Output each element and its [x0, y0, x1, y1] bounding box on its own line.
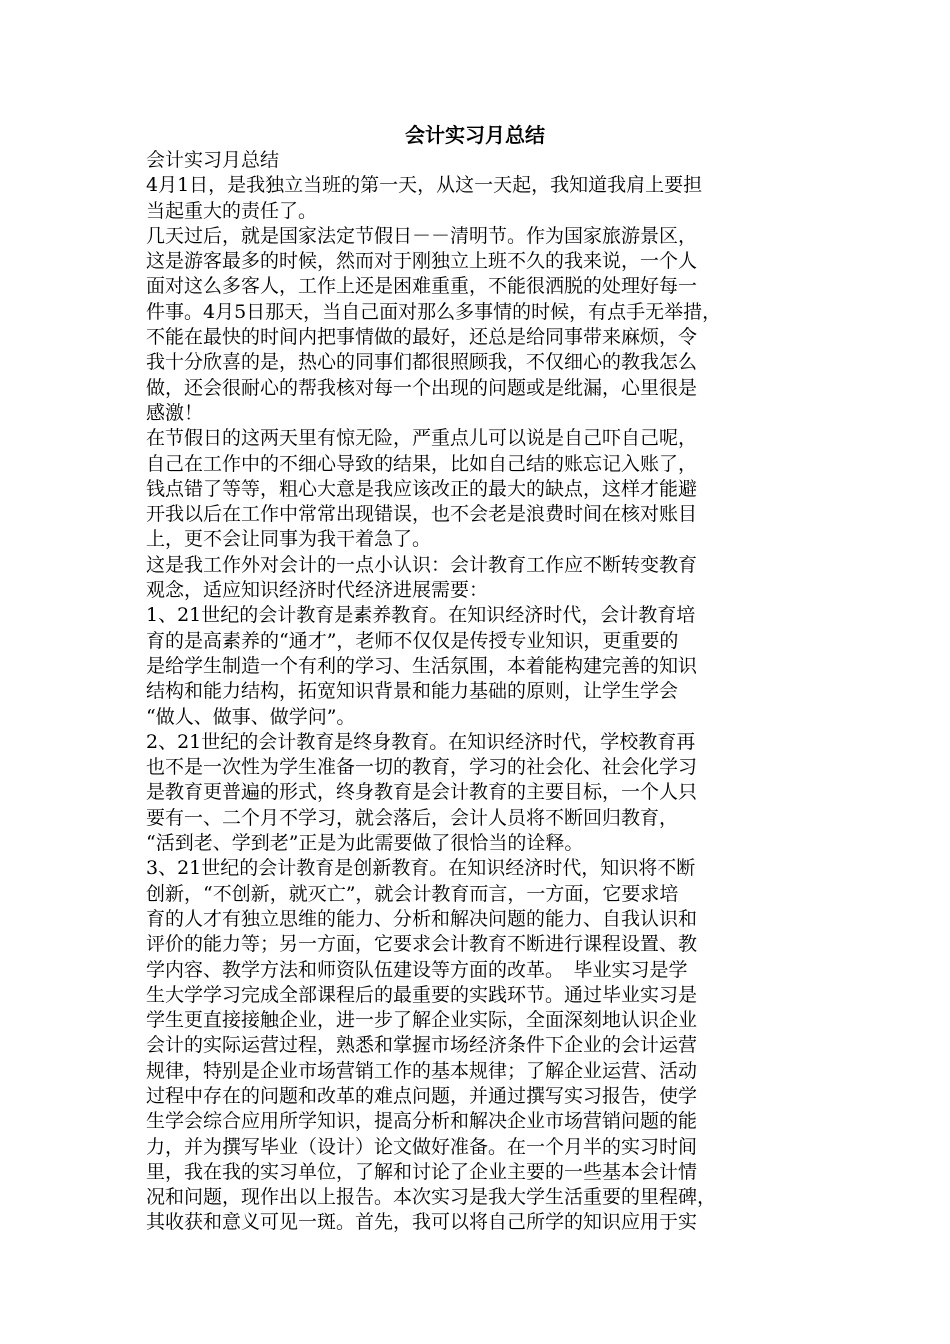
body-line: 结构和能力结构，拓宽知识背景和能力基础的原则，让学生学会: [146, 680, 679, 703]
body-line: 力，并为撰写毕业（设计）论文做好准备。在一个月半的实习时间: [146, 1135, 698, 1158]
body-line: “做人、做事、做学问”。: [146, 705, 356, 728]
body-line: 生学会综合应用所学知识，提高分析和解决企业市场营销问题的能: [146, 1110, 698, 1133]
body-line: 2、21世纪的会计教育是终身教育。在知识经济时代，学校教育再: [146, 730, 696, 753]
body-line: 观念，适应知识经济时代经济进展需要：: [146, 579, 489, 602]
body-line: 评价的能力等；另一方面，它要求会计教育不断进行课程设置、教: [146, 933, 698, 956]
body-line: 我十分欣喜的是，热心的同事们都很照顾我，不仅细心的教我怎么: [146, 351, 698, 374]
body-line: 1、21世纪的会计教育是素养教育。在知识经济时代，会计教育培: [146, 604, 696, 627]
body-line: 几天过后，就是国家法定节假日－－清明节。作为国家旅游景区，: [146, 224, 698, 247]
document-body: [146, 148, 816, 1236]
body-line: 不能在最快的时间内把事情做的最好，还总是给同事带来麻烦，令: [146, 326, 698, 349]
body-line: 这是我工作外对会计的一点小认识：会计教育工作应不断转变教育: [146, 553, 698, 576]
body-line: 在节假日的这两天里有惊无险，严重点儿可以说是自己吓自己呢，: [146, 427, 698, 450]
body-line: 也不是一次性为学生准备一切的教育，学习的社会化、社会化学习: [146, 756, 698, 779]
body-line: 4月1日，是我独立当班的第一天，从这一天起，我知道我肩上要担: [146, 174, 703, 197]
body-line: 创新，“不创新，就灭亡”，就会计教育而言，一方面，它要求培: [146, 882, 679, 905]
body-line: 开我以后在工作中常常出现错误，也不会老是浪费时间在核对账目: [146, 503, 698, 526]
body-line: 其收获和意义可见一斑。首先，我可以将自己所学的知识应用于实: [146, 1211, 698, 1234]
body-line: 里，我在我的实习单位，了解和讨论了企业主要的一些基本会计情: [146, 1160, 698, 1183]
body-line: 钱点错了等等，粗心大意是我应该改正的最大的缺点，这样才能避: [146, 477, 698, 500]
body-line: 生大学学习完成全部课程后的最重要的实践环节。通过毕业实习是: [146, 983, 698, 1006]
body-line: 这是游客最多的时候，然而对于刚独立上班不久的我来说，一个人: [146, 250, 698, 273]
body-line: 会计的实际运营过程，熟悉和掌握市场经济条件下企业的会计运营: [146, 1034, 698, 1057]
body-line: 感激！: [146, 401, 204, 424]
body-line: 上，更不会让同事为我干着急了。: [146, 528, 432, 551]
body-line: 过程中存在的问题和改革的难点问题，并通过撰写实习报告，使学: [146, 1084, 698, 1107]
body-line: 当起重大的责任了。: [146, 199, 318, 222]
body-line: 做，还会很耐心的帮我核对每一个出现的问题或是纰漏，心里很是: [146, 376, 698, 399]
body-line: 规律，特别是企业市场营销工作的基本规律；了解企业运营、活动: [146, 1059, 698, 1082]
body-line: 要有一、二个月不学习，就会落后，会计人员将不断回归教育，: [146, 806, 679, 829]
body-line: “活到老、学到老”正是为此需要做了很恰当的诠释。: [146, 832, 584, 855]
body-line: 3、21世纪的会计教育是创新教育。在知识经济时代，知识将不断: [146, 857, 696, 880]
body-line: 学生更直接接触企业，进一步了解企业实际，全面深刻地认识企业: [146, 1009, 698, 1032]
body-line: 面对这么多客人，工作上还是困难重重，不能很洒脱的处理好每一: [146, 275, 698, 298]
body-line: 育的人才有独立思维的能力、分析和解决问题的能力、自我认识和: [146, 907, 698, 930]
body-line: 况和问题，现作出以上报告。本次实习是我大学生活重要的里程碑，: [146, 1186, 717, 1209]
body-line: 是教育更普遍的形式，终身教育是会计教育的主要目标，一个人只: [146, 781, 698, 804]
body-line: 育的是高素养的“通才”，老师不仅仅是传授专业知识，更重要的: [146, 629, 679, 652]
body-line: 自己在工作中的不细心导致的结果，比如自己结的账忘记入账了，: [146, 452, 698, 475]
body-line: 会计实习月总结: [146, 149, 280, 171]
body-line: 是给学生制造一个有利的学习、生活氛围，本着能构建完善的知识: [146, 654, 698, 677]
body-line: 件事。4月5日那天，当自己面对那么多事情的时候，有点手无举措，: [146, 300, 722, 323]
body-line: 学内容、教学方法和师资队伍建设等方面的改革。 毕业实习是学: [146, 958, 688, 981]
document-title: 会计实习月总结: [405, 123, 545, 147]
